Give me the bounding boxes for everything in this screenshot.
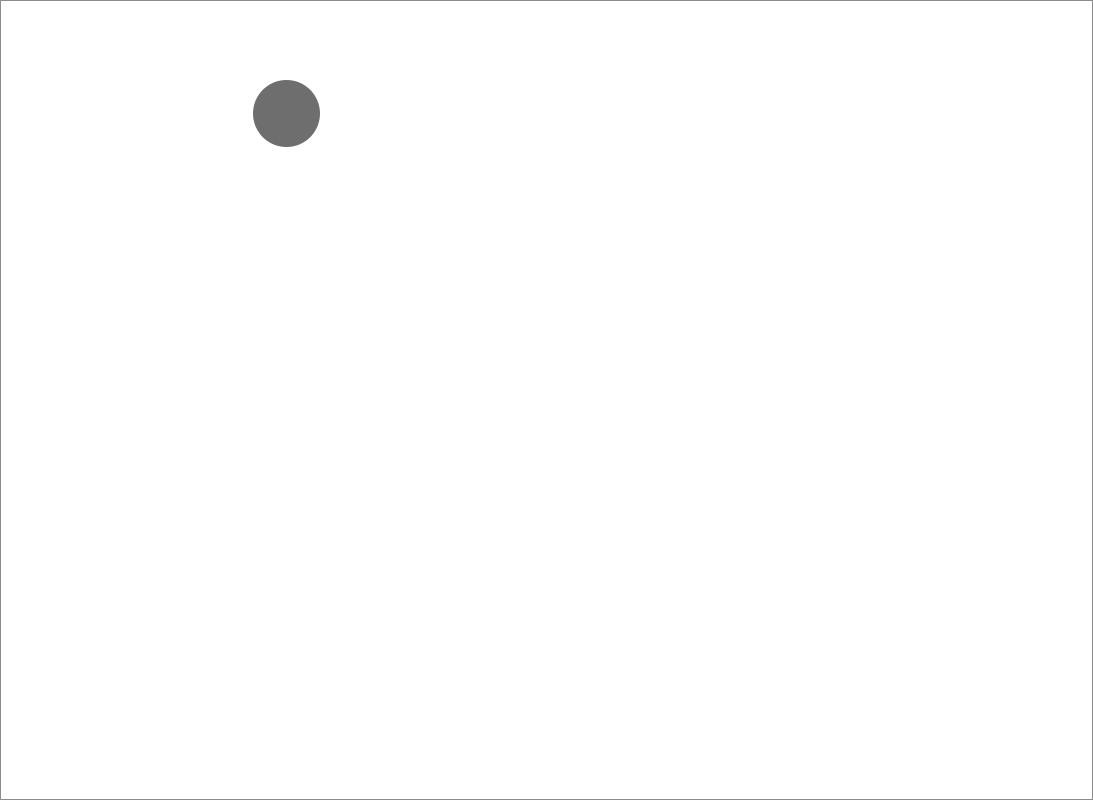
toc-heading-badge: [253, 80, 320, 147]
